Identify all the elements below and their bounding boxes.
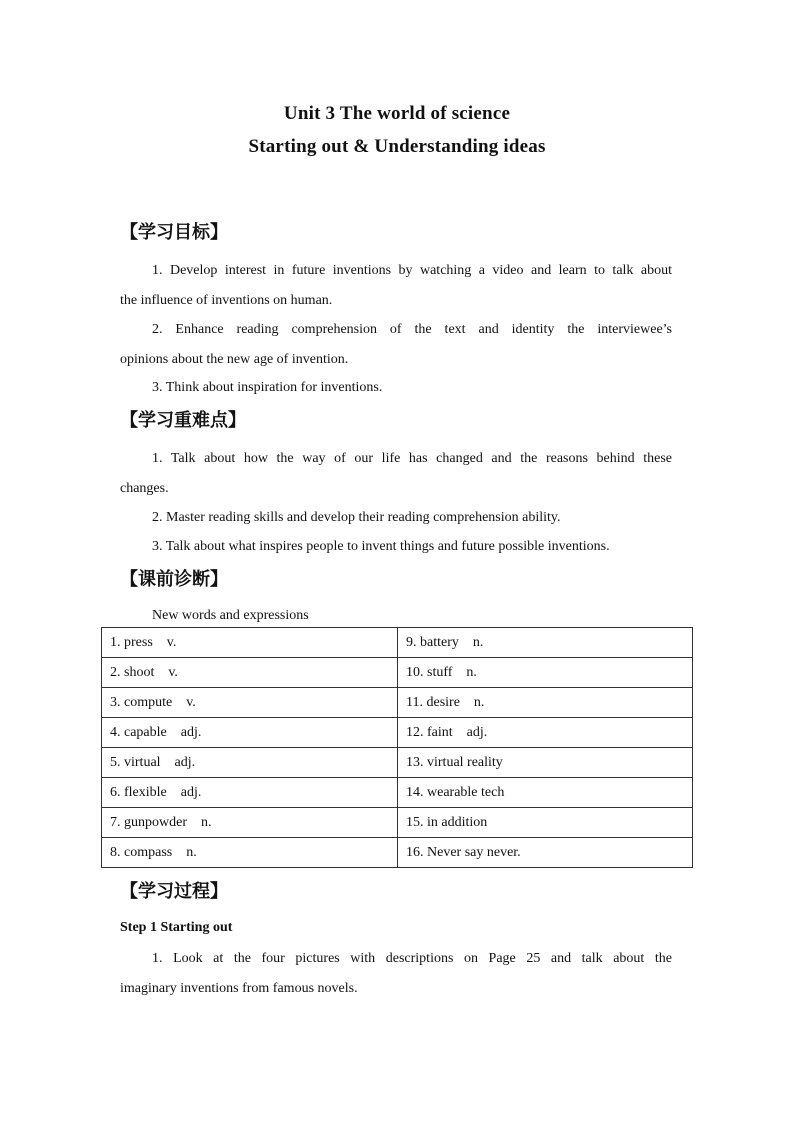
vocab-cell — [102, 658, 398, 688]
process-item-1-line1: 1. Look at the four pictures with descriptions on Page 25 and talk about the — [152, 951, 672, 966]
keypoint-item-1 — [120, 444, 672, 503]
vocab-cell — [398, 688, 693, 718]
objective-item-1-line1: 1. Develop interest in future inventions by watching a video and learn to talk about — [152, 263, 672, 278]
vocab-cell — [102, 748, 398, 778]
keypoint-item-1-line2: changes. — [120, 480, 169, 496]
table-row — [102, 838, 693, 868]
vocab-cell — [102, 718, 398, 748]
keypoint-item-3-line1: 3. Talk about what inspires people to invent things and future possible inventions. — [152, 539, 610, 554]
process-item-1 — [120, 944, 672, 1003]
keypoint-item-3 — [120, 532, 672, 562]
objective-item-1 — [120, 256, 672, 315]
vocab-cell — [398, 628, 693, 658]
vocab-cell — [102, 838, 398, 868]
vocab-word: 7. gunpowder — [110, 814, 187, 830]
step-1-heading: Step 1 Starting out — [120, 920, 233, 935]
keypoint-item-2 — [120, 503, 672, 533]
table-row — [102, 688, 693, 718]
table-row — [102, 778, 693, 808]
vocab-pos: n. — [472, 634, 484, 650]
vocab-pos: v. — [166, 634, 177, 650]
vocab-pos: n. — [186, 844, 197, 860]
vocab-word: 8. compass — [110, 844, 173, 860]
words-label: New words and expressions — [152, 608, 309, 623]
vocab-word: 10. stuff — [406, 664, 453, 680]
vocab-word: 15. in addition — [406, 814, 488, 830]
vocab-cell — [102, 688, 398, 718]
section-heading-process: 【学习过程】 — [120, 881, 228, 902]
vocab-cell — [398, 808, 693, 838]
vocab-cell — [102, 808, 398, 838]
vocab-word: 2. shoot — [110, 664, 155, 680]
vocab-word: 16. Never say never. — [406, 844, 521, 860]
vocab-table — [101, 627, 693, 868]
vocab-cell — [102, 628, 398, 658]
objective-item-3 — [120, 373, 672, 403]
vocab-cell — [398, 748, 693, 778]
vocab-word: 9. battery — [406, 634, 459, 650]
vocab-pos: n. — [466, 664, 477, 680]
process-item-1-line2: imaginary inventions from famous novels. — [120, 980, 358, 996]
vocab-word: 6. flexible — [110, 784, 167, 800]
vocab-cell — [102, 778, 398, 808]
table-row — [102, 658, 693, 688]
vocab-word: 3. compute — [110, 694, 173, 710]
table-row — [102, 808, 693, 838]
vocab-pos: v. — [186, 694, 196, 710]
section-heading-objectives: 【学习目标】 — [120, 222, 228, 243]
vocab-pos: n. — [201, 814, 212, 830]
vocab-word: 14. wearable tech — [406, 784, 505, 800]
vocab-cell — [398, 718, 693, 748]
vocab-pos: adj. — [180, 724, 202, 740]
objective-item-2 — [120, 315, 672, 374]
vocab-pos: adj. — [180, 784, 202, 800]
objective-item-2-line1: 2. Enhance reading comprehension of the text and identity the interviewee’s — [152, 322, 672, 337]
objective-item-1-line2: the influence of inventions on human. — [120, 292, 333, 308]
vocab-word: 1. press — [110, 634, 153, 650]
vocab-pos: v. — [168, 664, 178, 680]
keypoint-item-2-line1: 2. Master reading skills and develop their reading comprehension ability. — [152, 510, 561, 525]
objective-item-3-line1: 3. Think about inspiration for inventions. — [152, 380, 383, 395]
vocab-word: 12. faint — [406, 724, 453, 740]
vocab-pos: adj. — [174, 754, 196, 770]
objective-item-2-line2: opinions about the new age of invention. — [120, 351, 349, 367]
section-heading-keypoints: 【学习重难点】 — [120, 410, 246, 431]
vocab-word: 5. virtual — [110, 754, 161, 770]
vocab-cell — [398, 778, 693, 808]
vocab-pos: n. — [473, 694, 485, 710]
table-row — [102, 628, 693, 658]
vocab-cell — [398, 658, 693, 688]
vocab-pos: adj. — [466, 724, 488, 740]
table-row — [102, 748, 693, 778]
vocab-word: 11. desire — [406, 694, 460, 710]
document-title: Unit 3 The world of science — [283, 103, 511, 124]
table-row — [102, 718, 693, 748]
vocab-word: 13. virtual reality — [406, 754, 503, 770]
vocab-word: 4. capable — [110, 724, 167, 740]
section-heading-diagnosis: 【课前诊断】 — [120, 569, 228, 590]
document-subtitle: Starting out & Understanding ideas — [248, 136, 546, 157]
keypoint-item-1-line1: 1. Talk about how the way of our life has changed and the reasons behind these — [152, 451, 672, 466]
vocab-cell — [398, 838, 693, 868]
